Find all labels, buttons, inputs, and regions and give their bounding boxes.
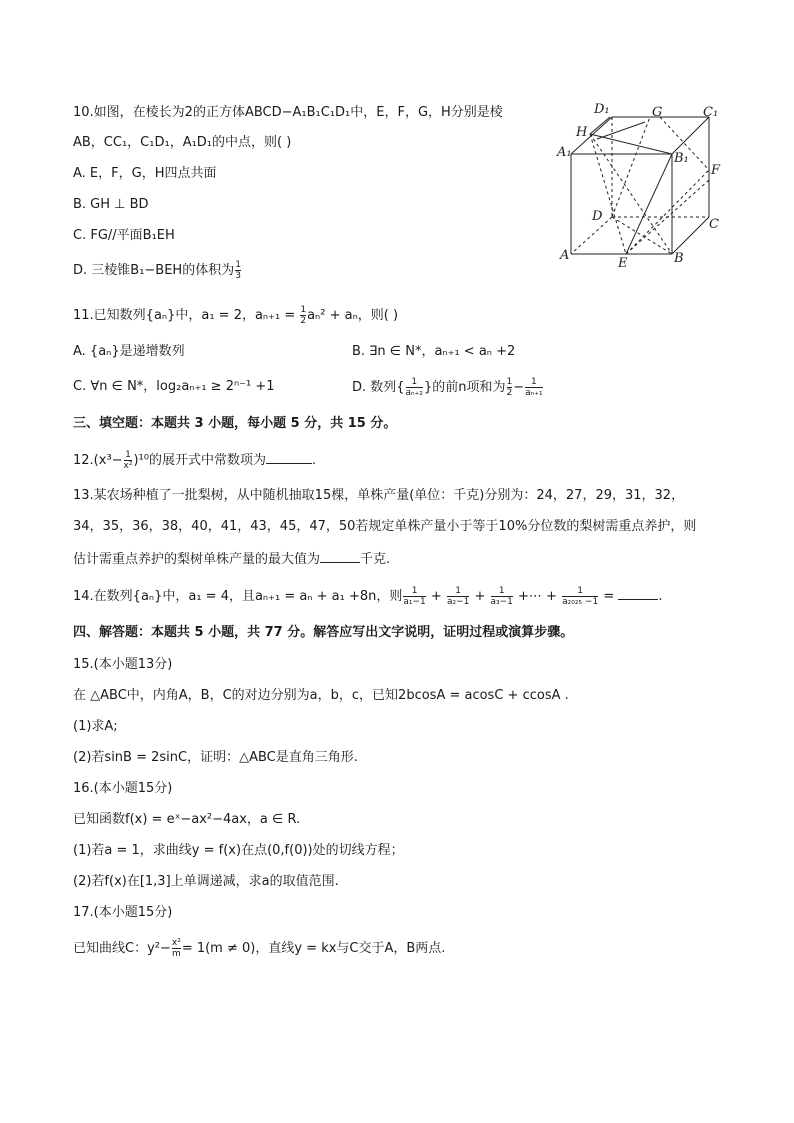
fraction [235,260,241,281]
section-3-heading: 三、填空题：本题共 3 小题，每小题 5 分，共 15 分。 [73,416,397,431]
fraction [403,586,425,607]
fraction-den: x² [123,461,133,471]
fraction [406,377,423,398]
fraction [300,305,306,326]
fraction [491,586,513,607]
label-A1: A₁ [557,145,572,160]
q16-part2: (2)若f(x)在[1,3]上单调递减，求a的取值范围. [73,874,339,889]
q15-part2: (2)若sinB = 2sinC，证明：△ABC是直角三角形. [73,750,358,765]
label-B: B [674,251,684,266]
label-C1: C₁ [703,105,719,120]
q10-stem-line2: AB，CC₁，C₁D₁，A₁D₁的中点，则( ) [73,135,292,150]
q17-stem [73,938,445,959]
q10-option-d [73,260,242,281]
q13-line3-post: 千克. [360,552,391,567]
section-4-heading: 四、解答题：本题共 5 小题，共 77 分。解答应写出文字说明，证明过程或演算步骤。 [73,625,574,640]
q16-part1: (1)若a = 1，求曲线y = f(x)在点(0,f(0))处的切线方程； [73,843,404,858]
fraction-num: x² [171,938,181,948]
fraction-den: 2 [300,316,307,326]
q10-option-a: A. E，F，G，H四点共面 [73,166,217,181]
minus-sign: − [513,380,525,395]
label-G: G [652,105,663,120]
fraction-den: aₙ₊₁ [525,388,543,398]
label-H: H [576,125,588,140]
q10-option-b: B. GH ⊥ BD [73,197,149,212]
q13-line3-pre: 估计需重点养护的梨树单株产量的最大值为 [73,552,321,567]
fraction-den: a₁−1 [403,597,426,607]
q15-header: 15.(本小题13分) [73,657,173,672]
q14: 14.在数列{aₙ}中，a₁ = 4，且aₙ₊₁ = aₙ + a₁ +8n，则 $\frac{1}{\text{a₁−1}}$ + $\frac{1}{\text{a₂−1}}$ + $\frac{1}{\text{a₃−1}}$ +⋯ + $\frac{1}{\text{a₂₀₂₅ −1}}$ = . [73,586,663,607]
fraction-den: m [171,949,181,959]
q16-stem: 已知函数f(x) = eˣ−ax²−4ax，a ∈ R. [73,812,301,827]
cube-diagram [556,98,728,270]
label-F: F [711,163,721,178]
fraction-den: aₙ₊₂ [405,388,424,398]
fraction-num: 1 [506,377,513,387]
label-C: C [709,217,719,232]
q11-stem [73,305,398,326]
fraction-num: 1 [411,586,418,596]
q14-end: . [658,589,663,604]
label-B1: B₁ [674,151,689,166]
label-E: E [618,256,628,270]
answer-blank[interactable] [266,449,312,464]
fraction [562,586,598,607]
fraction [525,377,542,398]
q11-stem-pre: 11.已知数列{aₙ}中，a₁ = 2，aₙ₊₁ = [73,308,300,323]
q12 [73,449,316,471]
q16-header: 16.(本小题15分) [73,781,173,796]
answer-blank[interactable] [320,548,360,563]
fraction [172,938,181,959]
q17-stem-post: = 1(m ≠ 0)，直线y = kx与C交于A，B两点. [181,941,446,956]
fraction [507,377,513,398]
label-D: D [592,209,603,224]
q14-eq: = [603,589,615,604]
q17-header: 17.(本小题15分) [73,905,173,920]
q11-option-d-pre: D. 数列{ [352,380,405,395]
q12-end: . [311,453,317,468]
label-A: A [560,248,570,263]
fraction-den: a₂−1 [446,597,470,607]
q11-stem-post: aₙ² + aₙ，则( ) [307,308,399,323]
fraction-num: 1 [300,305,307,315]
fraction-num: 1 [455,586,461,596]
q10-option-d-text: D. 三棱锥B₁−BEH的体积为 [73,263,235,278]
q15-part1: (1)求A; [73,719,118,734]
q14-dots: +⋯ + [518,589,557,604]
fraction [447,586,469,607]
q14-pre: 14.在数列{aₙ}中，a₁ = 4，且aₙ₊₁ = aₙ + a₁ +8n，则 [73,589,403,604]
q11-option-d [352,377,544,398]
fraction-num: 1 [411,377,418,387]
answer-blank[interactable] [618,585,658,600]
fraction-num: 1 [125,450,131,460]
q11-option-c: C. ∀n ∈ N*，log₂aₙ₊₁ ≥ 2ⁿ⁻¹ +1 [73,379,275,394]
fraction-den: 3 [235,271,241,281]
label-D1: D₁ [594,102,610,117]
fraction-num: 1 [235,260,241,270]
q12-pre: 12.(x³− [73,453,123,468]
q10-stem-line1: 10.如图，在棱长为2的正方体ABCD−A₁B₁C₁D₁中，E，F，G，H分别是棱 [73,105,503,120]
q11-option-a: A. {aₙ}是递增数列 [73,344,185,359]
fraction [124,450,133,471]
fraction-den: a₂₀₂₅ −1 [562,597,599,607]
fraction-den: a₃−1 [490,597,513,607]
fraction-num: 1 [531,377,537,387]
q11-option-d-mid: }的前n项和为 [424,380,506,395]
fraction-num: 1 [577,586,583,596]
q12-post: )¹⁰的展开式中常数项为 [133,453,266,468]
q11-option-b: B. ∃n ∈ N*，aₙ₊₁ < aₙ +2 [352,344,516,359]
q15-stem: 在 △ABC中，内角A，B，C的对边分别为a，b，c，已知2bcosA = acosC + ccosA . [73,688,569,703]
q17-stem-pre: 已知曲线C：y²− [73,941,171,956]
fraction-den: 2 [506,388,513,398]
q13-line3 [73,548,390,570]
fraction-num: 1 [498,586,505,596]
q13-line1: 13.某农场种植了一批梨树，从中随机抽取15棵，单株产量(单位：千克)分别为：24，27，29，31，32， [73,488,685,503]
q13-line2: 34，35，36，38，40，41，43，45，47，50若规定单株产量小于等于10%分位数的梨树需重点养护，则 [73,519,697,534]
q10-option-c: C. FG//平面B₁EH [73,228,175,243]
